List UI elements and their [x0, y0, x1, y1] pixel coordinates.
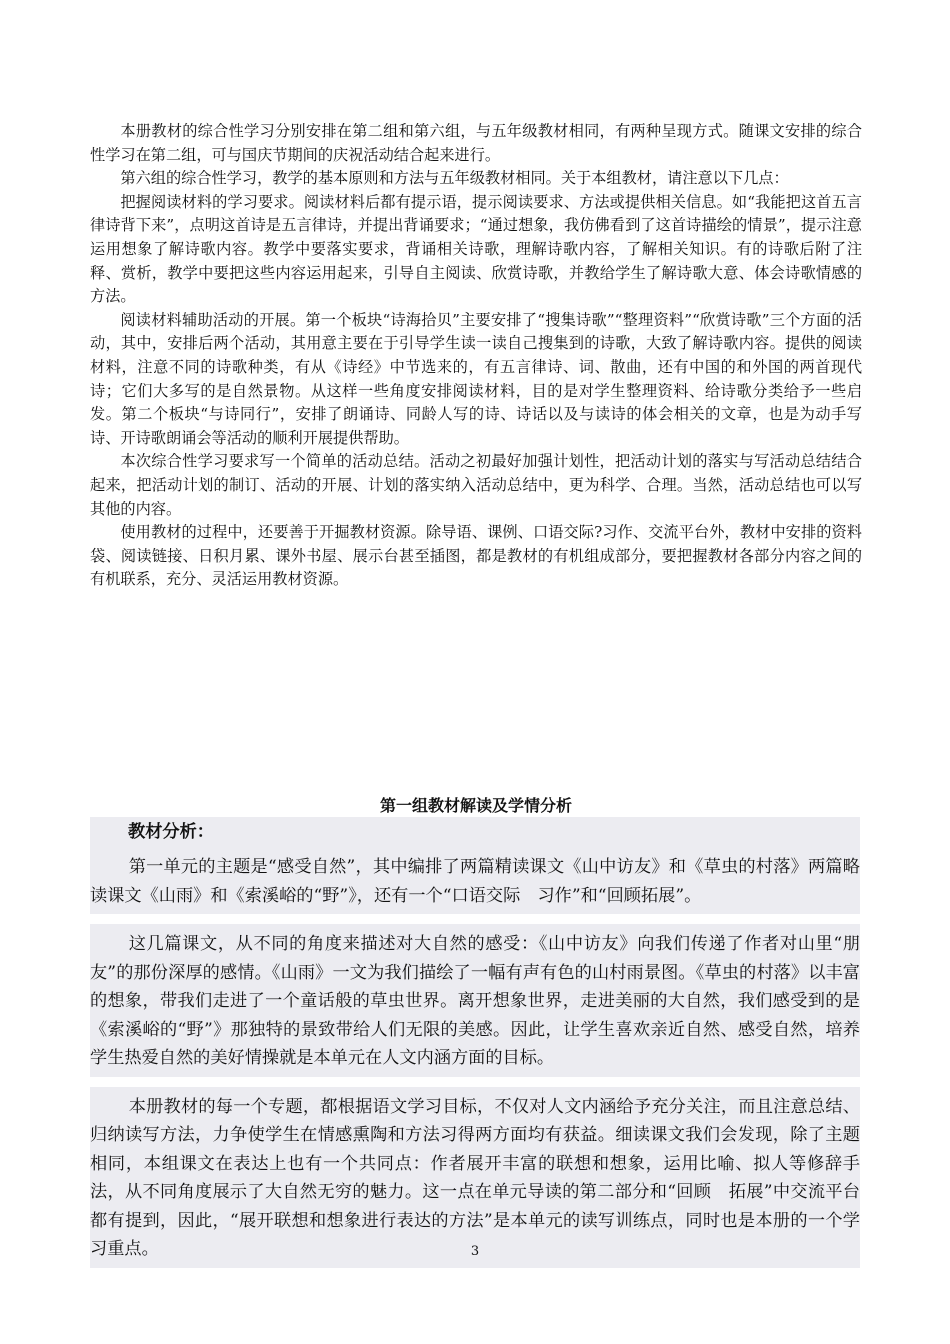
- paragraph: 本次综合性学习要求写一个简单的活动总结。活动之初最好加强计划性，把活动计划的落实与写活动总结结合起来，把活动计划的制订、活动的开展、计划的落实纳入活动总结中，更为科学、合理。当然，活动总结也可以写其他的内容。: [90, 452, 862, 518]
- paragraph: 第六组的综合性学习，教学的基本原则和方法与五年级教材相同。关于本组教材，请注意以下几点：: [120, 169, 789, 188]
- paragraph: 本册教材的每一个专题，都根据语文学习目标，不仅对人文内涵给予充分关注，而且注意总结、归纳读写方法，力争使学生在情感熏陶和方法习得两方面均有获益。细读课文我们会发现，除了主题相同，本组课文在表达上也有一个共同点：作者展开丰富的联想和想象，运用比喻、拟人等修辞手法，从不同角度展示了大自然无穷的魅力。这一点在单元导读的第二部分和“回顾 拓展”中交流平台都有提到，因此，“展开联想和想象进行表达的方法”是本单元的读写训练点，同时也是本册的一个学习重点。: [90, 1087, 860, 1268]
- paragraph: 使用教材的过程中，还要善于开掘教材资源。除导语、课例、口语交际?习作、交流平台外，教材中安排的资料袋、阅读链接、日积月累、课外书屋、展示台甚至插图，都是教材的有机组成部分，要把握教材各部分内容之间的有机联系，充分、灵活运用教材资源。: [90, 523, 862, 589]
- paragraph: 本册教材的综合性学习分别安排在第二组和第六组，与五年级教材相同，有两种呈现方式。随课文安排的综合性学习在第二组，可与国庆节期间的庆祝活动结合起来进行。: [90, 122, 862, 164]
- page-number: 3: [470, 1244, 480, 1259]
- paragraph-gap: [90, 1077, 860, 1087]
- paragraph: 把握阅读材料的学习要求。阅读材料后都有提示语，提示阅读要求、方法或提供相关信息。如“我能把这首五言律诗背下来”，点明这首诗是五言律诗，并提出背诵要求；“通过想象，我仿佛看到了这首诗描绘的情景”，提示注意运用想象了解诗歌内容。教学中要落实要求，背诵相关诗歌，理解诗歌内容，了解相关知识。有的诗歌后附了注释、赏析，教学中要把这些内容运用起来，引导自主阅读、欣赏诗歌，并教给学生了解诗歌大意、体会诗歌情感的方法。: [90, 192, 862, 306]
- analysis-label: 教材分析：: [90, 817, 860, 847]
- paragraph: 阅读材料辅助活动的开展。第一个板块“诗海拾贝”主要安排了“搜集诗歌”“整理资料”“欣赏诗歌”三个方面的活动，其中，安排后两个活动，其用意主要在于引导学生读一读自己搜集到的诗歌，大致了解诗歌内容。提供的阅读材料，注意不同的诗歌种类，有从《诗经》中节选来的，有五言律诗、词、散曲，还有中国的和外国的两首现代诗；它们大多写的是自然景物。从这样一些角度安排阅读材料，目的是对学生整理资料、给诗歌分类给予一些启发。第二个板块“与诗同行”，安排了朗诵诗、同龄人写的诗、诗话以及与读诗的体会相关的文章，也是为动手写诗、开诗歌朗诵会等活动的顺利开展提供帮助。: [90, 310, 862, 447]
- paragraph: 这几篇课文，从不同的角度来描述对大自然的感受：《山中访友》向我们传递了作者对山里“朋友”的那份深厚的感情。《山雨》一文为我们描绘了一幅有声有色的山村雨景图。《草虫的村落》以丰富的想象，带我们走进了一个童话般的草虫世界。离开想象世界，走进美丽的大自然，我们感受到的是《索溪峪的“野”》那独特的景致带给人们无限的美感。因此，让学生喜欢亲近自然、感受自然，培养学生热爱自然的美好情操就是本单元在人文内涵方面的目标。: [90, 924, 860, 1077]
- section-heading: 第一组教材解读及学情分析: [379, 796, 572, 815]
- paragraph: 第一单元的主题是“感受自然”，其中编排了两篇精读课文《山中访友》和《草虫的村落》两篇略读课文《山雨》和《索溪峪的“野”》，还有一个“口语交际 习作”和“回顾拓展”。: [90, 847, 860, 914]
- section-integrated-learning: [90, 120, 862, 592]
- paragraph-gap: [90, 914, 860, 924]
- section-textbook-analysis: [90, 817, 860, 1268]
